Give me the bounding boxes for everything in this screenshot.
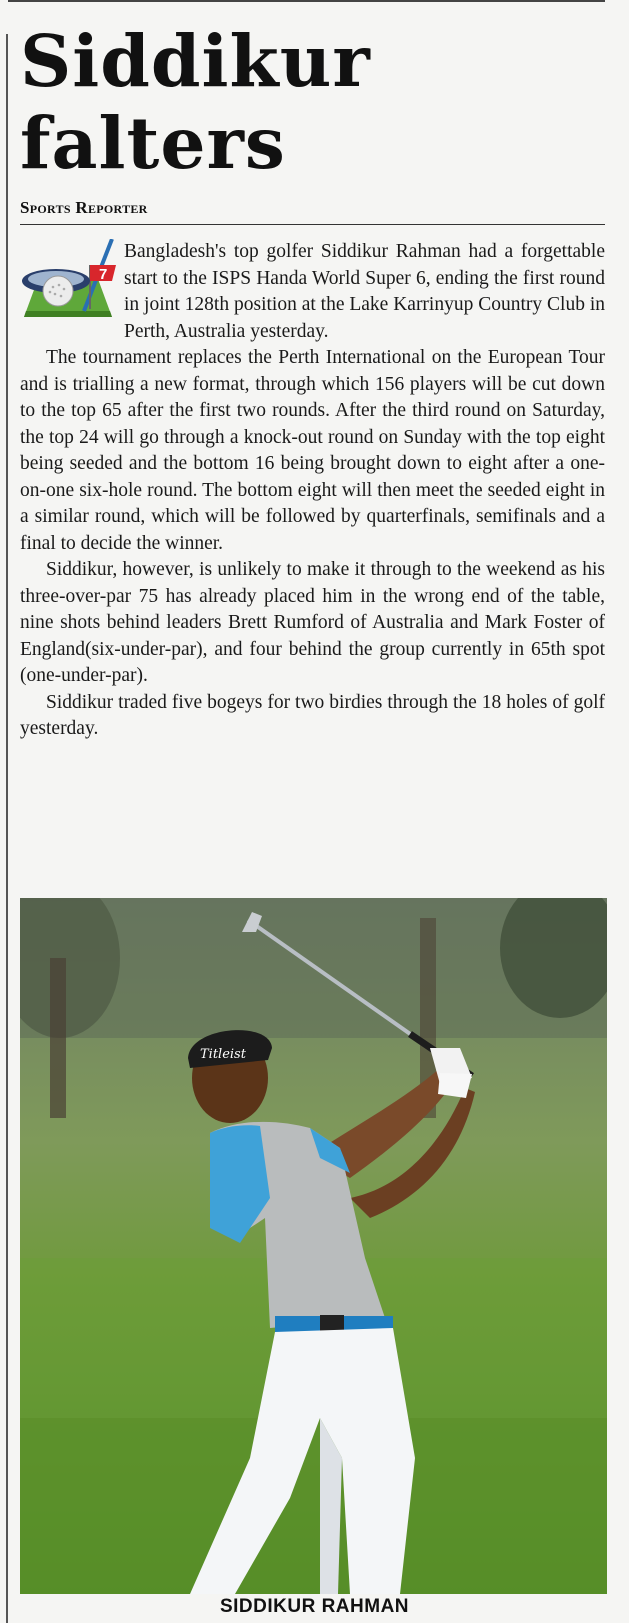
headline <box>20 20 605 184</box>
golf-icon <box>20 239 118 321</box>
top-rule <box>8 0 605 2</box>
svg-text:7: 7 <box>99 266 108 283</box>
paragraph-2: The tournament replaces the Perth International on the European Tour and is trialling a new format, through which 156 players will be cut down to the top 65 after the first two rounds. After the third round on Saturday, the top 24 will go through a knock-out round on Sunday with the top eight being seeded and the bottom 16 being brought down to eight after a one-on-one six-hole round. The bottom eight will then meet the seeded eight in a similar round, which will be followed by quarterfinals, semifinals and a final to decide the winner. <box>20 347 605 554</box>
byline: Sports Reporter <box>20 198 148 217</box>
paragraph-3: Siddikur, however, is unlikely to make it through to the weekend as his three-over-par 75 has already placed him in the wrong end of the table, nine shots behind leaders Brett Rumford of Australia and Mark Foster of England(six-under-par), and four behind the group currently in 65th spot (one-under-par). <box>20 559 605 686</box>
golfer-photo <box>20 898 607 1594</box>
article-body <box>20 239 605 743</box>
paragraph-1: Bangladesh's top golfer Siddikur Rahman had a forgettable start to the ISPS Handa World Super 6, ending the first round in joint 128th position at the Lake Karrinyup Country Club in Perth, Australia yesterday. <box>124 241 605 342</box>
paragraph-4: Siddikur traded five bogeys for two birdies through the 18 holes of golf yesterday. <box>20 691 605 739</box>
headline-line-2: falters <box>20 101 286 185</box>
byline-rule <box>20 224 605 225</box>
headline-line-1: Siddikur <box>20 19 371 103</box>
svg-text:Titleist: Titleist <box>200 1047 246 1062</box>
photo-caption: SIDDIKUR RAHMAN <box>219 1596 410 1617</box>
column-rule <box>6 34 8 1623</box>
article <box>20 20 605 743</box>
